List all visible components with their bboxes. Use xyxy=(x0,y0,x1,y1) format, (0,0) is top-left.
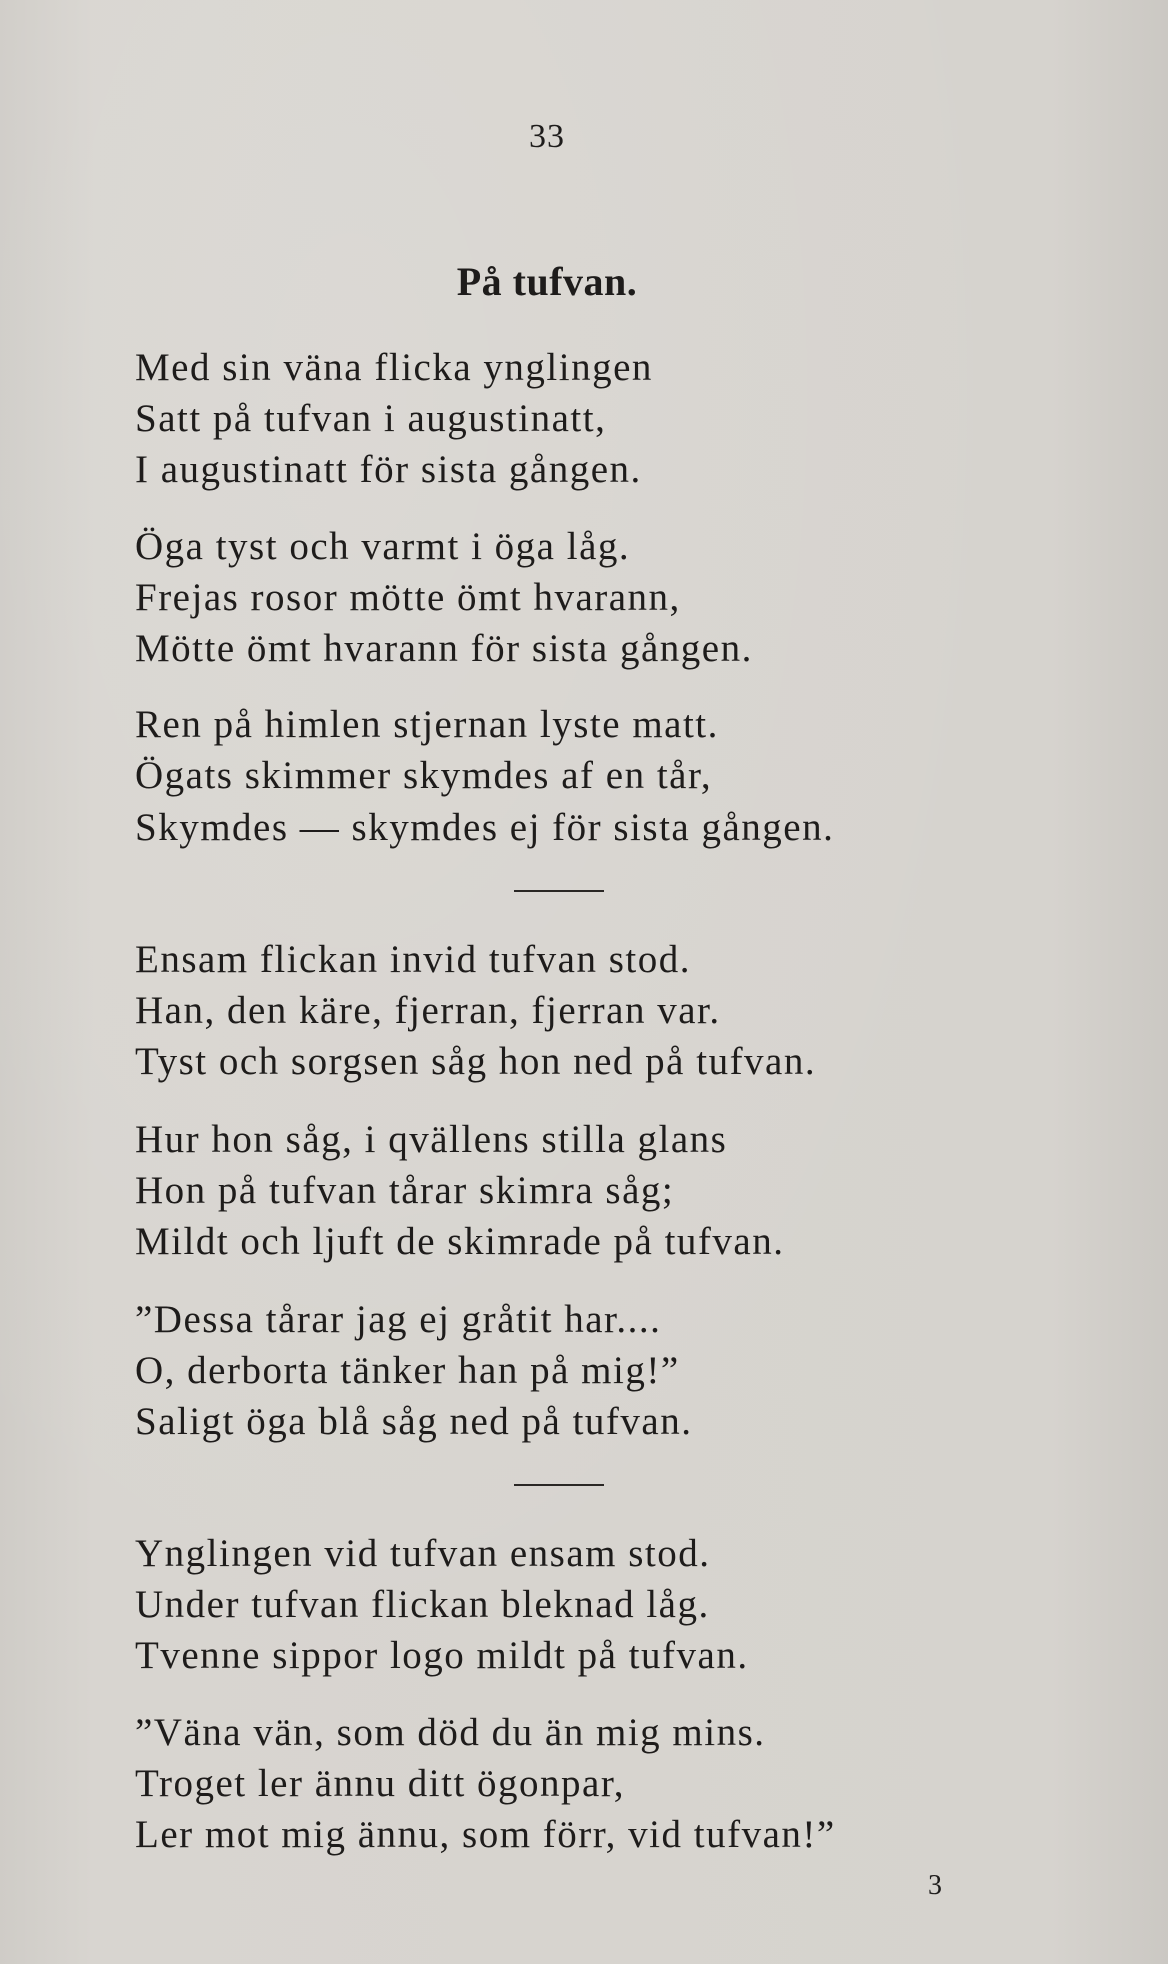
poem-line: I augustinatt för sista gången. xyxy=(135,448,642,491)
poem-line: Ren på himlen stjernan lyste matt. xyxy=(135,703,719,746)
poem-line: Ensam flickan invid tufvan stod. xyxy=(135,938,691,981)
poem-line: Under tufvan flickan bleknad låg. xyxy=(135,1583,710,1626)
poem-line: Han, den käre, fjerran, fjerran var. xyxy=(135,989,721,1032)
poem-line: ”Dessa tårar jag ej gråtit har.... xyxy=(135,1298,662,1341)
poem-line: Med sin väna flicka ynglingen xyxy=(135,346,653,389)
poem-line: Saligt öga blå såg ned på tufvan. xyxy=(135,1400,693,1443)
poem-line: Ler mot mig ännu, som förr, vid tufvan!” xyxy=(135,1813,836,1856)
poem-line: O, derborta tänker han på mig!” xyxy=(135,1349,680,1392)
poem-line: Hur hon såg, i qvällens stilla glans xyxy=(135,1118,728,1161)
poem-line: Tyst och sorgsen såg hon ned på tufvan. xyxy=(135,1040,817,1083)
poem-line: Frejas rosor mötte ömt hvarann, xyxy=(135,576,681,619)
poem-line: Mildt och ljuft de skimrade på tufvan. xyxy=(135,1220,785,1263)
section-divider xyxy=(514,890,604,892)
poem-line: Mötte ömt hvarann för sista gången. xyxy=(135,627,753,670)
signature-mark: 3 xyxy=(928,1870,942,1901)
poem-line: Ynglingen vid tufvan ensam stod. xyxy=(135,1532,711,1575)
poem-line: Hon på tufvan tårar skimra såg; xyxy=(135,1169,675,1212)
page-number: 33 xyxy=(529,118,565,155)
poem-line: Troget ler ännu ditt ögonpar, xyxy=(135,1762,626,1805)
poem-title: På tufvan. xyxy=(456,259,638,304)
section-divider xyxy=(514,1484,604,1486)
poem-line: Tvenne sippor logo mildt på tufvan. xyxy=(135,1634,749,1677)
poem-line: ”Väna vän, som död du än mig mins. xyxy=(135,1711,766,1754)
poem-line: Öga tyst och varmt i öga låg. xyxy=(135,525,631,568)
poem-line: Skymdes — skymdes ej för sista gången. xyxy=(135,806,835,849)
poem-line: Satt på tufvan i augustinatt, xyxy=(135,397,607,440)
poem-line: Ögats skimmer skymdes af en tår, xyxy=(135,754,713,797)
